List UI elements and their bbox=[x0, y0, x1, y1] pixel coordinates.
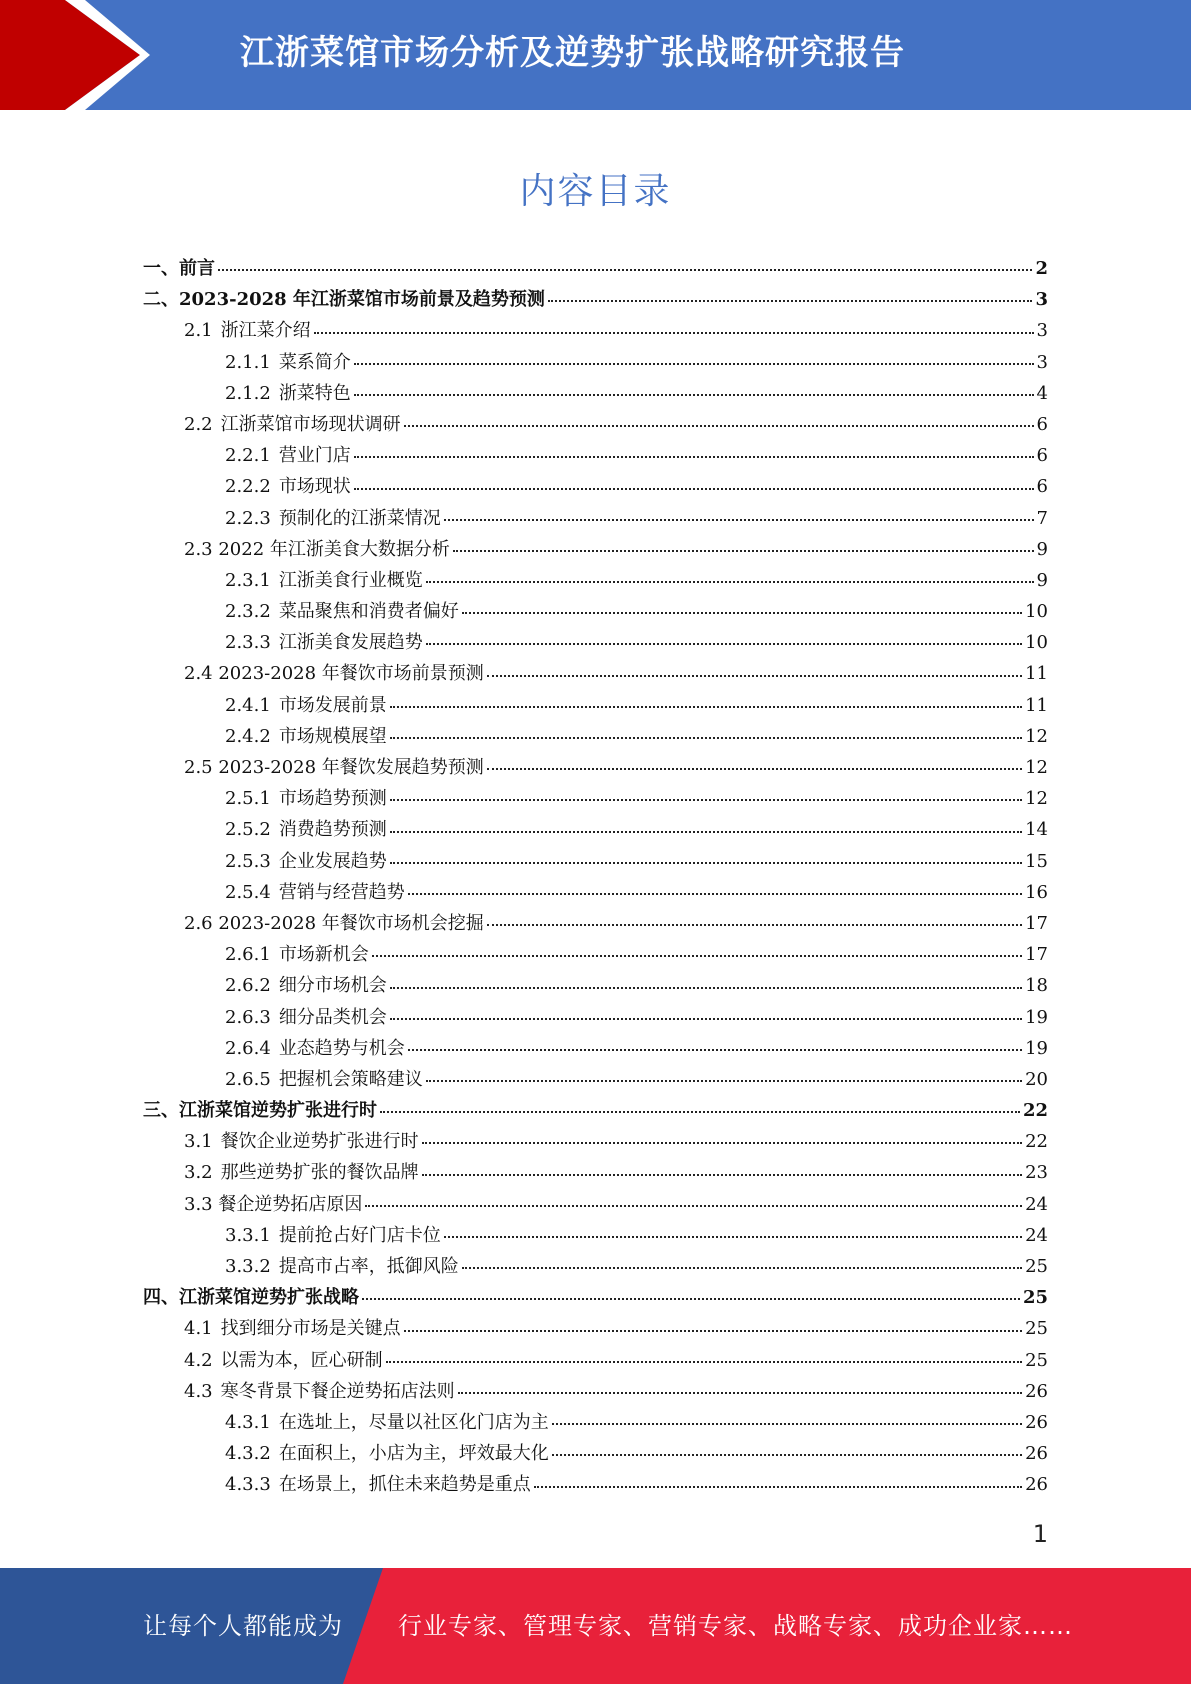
toc-entry-page: 26 bbox=[1025, 1443, 1048, 1465]
toc-entry-page: 25 bbox=[1022, 1287, 1048, 1309]
toc-dot-leader bbox=[426, 581, 1034, 583]
toc-dot-leader bbox=[372, 955, 1022, 957]
toc-entry-title: 业态趋势与机会 bbox=[278, 1037, 405, 1059]
toc-entry-title: 浙菜特色 bbox=[278, 382, 351, 404]
toc-entry-number: 2.6.1 bbox=[225, 944, 271, 966]
toc-entry[interactable] bbox=[143, 1189, 1048, 1220]
toc-entry[interactable] bbox=[143, 596, 1048, 627]
toc-entry-number: 2.1.2 bbox=[225, 382, 271, 404]
toc-entry-title: 预制化的江浙菜情况 bbox=[278, 507, 441, 529]
toc-entry-number: 2.3.1 bbox=[225, 569, 271, 591]
toc-entry-page: 24 bbox=[1025, 1224, 1048, 1246]
toc-entry-page: 22 bbox=[1025, 1131, 1048, 1153]
toc-dot-leader bbox=[487, 924, 1022, 926]
toc-dot-leader bbox=[380, 1111, 1020, 1113]
toc-entry-title: 在场景上，抓住未来趋势是重点 bbox=[278, 1474, 531, 1496]
toc-entry-number: 2.4.2 bbox=[225, 725, 271, 747]
toc-entry[interactable] bbox=[143, 440, 1048, 471]
toc-entry[interactable] bbox=[143, 471, 1048, 502]
table-of-contents bbox=[143, 253, 1048, 1501]
toc-entry-page: 24 bbox=[1025, 1193, 1048, 1215]
toc-dot-leader bbox=[390, 1018, 1022, 1020]
toc-entry-title: 江浙菜馆逆势扩张进行时 bbox=[179, 1100, 377, 1122]
toc-entry-number: 4.3 bbox=[184, 1380, 213, 1402]
toc-entry-number: 2.2.3 bbox=[225, 507, 271, 529]
toc-entry-page: 10 bbox=[1025, 601, 1048, 623]
toc-entry-page: 17 bbox=[1025, 912, 1048, 934]
toc-entry-title: 市场新机会 bbox=[278, 944, 369, 966]
toc-entry[interactable] bbox=[143, 1033, 1048, 1064]
toc-entry[interactable] bbox=[143, 721, 1048, 752]
toc-entry[interactable] bbox=[143, 565, 1048, 596]
toc-entry-page: 25 bbox=[1025, 1256, 1048, 1277]
toc-entry-page: 12 bbox=[1025, 725, 1048, 747]
toc-entry-title: 市场规模展望 bbox=[278, 725, 387, 747]
toc-dot-leader bbox=[453, 550, 1034, 552]
toc-entry-page: 16 bbox=[1025, 881, 1048, 903]
toc-dot-leader bbox=[534, 1486, 1022, 1488]
toc-entry[interactable] bbox=[143, 752, 1048, 783]
toc-dot-leader bbox=[462, 1267, 1022, 1269]
toc-entry-number: 2.2 bbox=[184, 413, 213, 435]
toc-dot-leader bbox=[426, 1080, 1022, 1082]
toc-entry[interactable] bbox=[143, 534, 1048, 565]
toc-dot-leader bbox=[354, 456, 1034, 458]
toc-entry-title: 营业门店 bbox=[278, 445, 351, 467]
toc-entry-number: 2.5.2 bbox=[225, 819, 271, 841]
toc-entry-title: 把握机会策略建议 bbox=[278, 1068, 423, 1090]
toc-entry[interactable] bbox=[143, 939, 1048, 970]
toc-dot-leader bbox=[390, 862, 1022, 864]
toc-dot-leader bbox=[444, 519, 1034, 521]
toc-entry-title: 以需为本，匠心研制 bbox=[220, 1349, 383, 1371]
toc-dot-leader bbox=[218, 269, 1032, 271]
toc-entry-page: 11 bbox=[1025, 694, 1048, 716]
toc-dot-leader bbox=[548, 300, 1033, 302]
toc-entry[interactable] bbox=[143, 783, 1048, 814]
toc-entry-page: 4 bbox=[1036, 382, 1048, 404]
toc-entry-number: 三、 bbox=[143, 1100, 179, 1122]
toc-entry-title: 前言 bbox=[179, 258, 215, 279]
toc-dot-leader bbox=[390, 799, 1022, 801]
toc-entry[interactable] bbox=[143, 690, 1048, 721]
toc-entry[interactable] bbox=[143, 1220, 1048, 1251]
page-number: 1 bbox=[1032, 1520, 1048, 1548]
toc-entry-page: 26 bbox=[1025, 1474, 1048, 1496]
footer-slogan-right: 行业专家、管理专家、营销专家、战略专家、成功企业家…… bbox=[398, 1612, 1073, 1640]
toc-entry-title: 江浙美食行业概览 bbox=[278, 569, 423, 591]
toc-entry-title: 在面积上，小店为主，坪效最大化 bbox=[278, 1443, 549, 1465]
toc-dot-leader bbox=[487, 675, 1022, 677]
toc-entry-title: 寒冬背景下餐企逆势拓店法则 bbox=[220, 1380, 455, 1402]
toc-entry[interactable] bbox=[143, 658, 1048, 689]
toc-entry-title: 那些逆势扩张的餐饮品牌 bbox=[220, 1162, 419, 1184]
toc-entry-number: 2.3.2 bbox=[225, 601, 271, 623]
toc-entry-number: 4.3.3 bbox=[225, 1474, 271, 1496]
toc-dot-leader bbox=[390, 737, 1022, 739]
toc-entry-page: 25 bbox=[1025, 1318, 1048, 1340]
toc-entry-page: 20 bbox=[1025, 1068, 1048, 1090]
toc-dot-leader bbox=[444, 1236, 1022, 1238]
toc-entry-title: 提前抢占好门店卡位 bbox=[278, 1224, 441, 1246]
toc-entry-page: 19 bbox=[1025, 1006, 1048, 1028]
footer-banner bbox=[0, 1568, 1191, 1684]
toc-dot-leader bbox=[314, 332, 1034, 334]
footer-slogan-left: 让每个人都能成为 bbox=[143, 1612, 343, 1640]
toc-entry-number: 2.6.3 bbox=[225, 1006, 271, 1028]
header-banner bbox=[0, 0, 1191, 110]
toc-entry-number: 3.3.1 bbox=[225, 1224, 271, 1246]
toc-entry-page: 15 bbox=[1025, 850, 1048, 872]
toc-dot-leader bbox=[354, 488, 1034, 490]
toc-entry-title: 江浙菜馆逆势扩张战略 bbox=[179, 1287, 359, 1309]
toc-dot-leader bbox=[487, 768, 1022, 770]
toc-entry[interactable] bbox=[143, 253, 1048, 284]
toc-entry[interactable] bbox=[143, 814, 1048, 845]
toc-entry-number: 3.2 bbox=[184, 1162, 213, 1184]
toc-entry-number: 二、 bbox=[143, 289, 179, 311]
toc-dot-leader bbox=[390, 706, 1022, 708]
toc-entry-page: 3 bbox=[1036, 351, 1048, 373]
toc-dot-leader bbox=[354, 394, 1034, 396]
toc-entry-number: 2.6.5 bbox=[225, 1068, 271, 1090]
toc-entry-page: 7 bbox=[1036, 507, 1048, 529]
toc-entry-title: 菜系简介 bbox=[278, 351, 351, 373]
toc-entry-page: 9 bbox=[1036, 569, 1048, 591]
toc-entry-number: 2.2.2 bbox=[225, 476, 271, 498]
toc-entry-number: 4.3.2 bbox=[225, 1443, 271, 1465]
toc-entry-title: 2023-2028 年江浙菜馆市场前景及趋势预测 bbox=[179, 289, 545, 311]
toc-entry-title: 浙江菜介绍 bbox=[220, 320, 311, 342]
toc-entry-number: 2.5.1 bbox=[225, 788, 271, 810]
toc-entry-page: 19 bbox=[1025, 1037, 1048, 1059]
toc-entry[interactable] bbox=[143, 315, 1048, 346]
toc-entry-title: 市场现状 bbox=[278, 476, 351, 498]
toc-entry[interactable] bbox=[143, 877, 1048, 908]
document-title: 江浙菜馆市场分析及逆势扩张战略研究报告 bbox=[240, 33, 905, 73]
toc-dot-leader bbox=[408, 1049, 1022, 1051]
toc-entry-title: 江浙美食发展趋势 bbox=[278, 632, 423, 654]
toc-entry-page: 9 bbox=[1036, 538, 1048, 560]
toc-entry-page: 18 bbox=[1025, 975, 1048, 997]
toc-entry[interactable] bbox=[143, 1438, 1048, 1469]
toc-entry-page: 10 bbox=[1025, 632, 1048, 654]
toc-entry-number: 2.4.1 bbox=[225, 694, 271, 716]
toc-entry-title: 2.3 2022 年江浙美食大数据分析 bbox=[184, 538, 450, 560]
toc-entry-page: 26 bbox=[1025, 1411, 1048, 1433]
toc-entry-page: 11 bbox=[1025, 663, 1048, 685]
toc-entry-page: 23 bbox=[1025, 1162, 1048, 1184]
toc-entry-title: 2.6 2023-2028 年餐饮市场机会挖掘 bbox=[184, 912, 484, 934]
toc-entry-page: 12 bbox=[1025, 788, 1048, 810]
toc-entry[interactable] bbox=[143, 970, 1048, 1001]
toc-dot-leader bbox=[426, 643, 1022, 645]
toc-entry-title: 3.3 餐企逆势拓店原因 bbox=[184, 1193, 363, 1215]
toc-entry-page: 25 bbox=[1025, 1349, 1048, 1371]
toc-entry-page: 22 bbox=[1022, 1100, 1048, 1122]
toc-dot-leader bbox=[390, 987, 1022, 989]
toc-entry-number: 2.1 bbox=[184, 320, 213, 342]
toc-entry-number: 四、 bbox=[143, 1287, 179, 1309]
toc-dot-leader bbox=[422, 1142, 1022, 1144]
toc-entry-number: 4.1 bbox=[184, 1318, 213, 1340]
toc-entry-number: 2.6.4 bbox=[225, 1037, 271, 1059]
toc-entry-title: 细分市场机会 bbox=[278, 975, 387, 997]
toc-entry-page: 6 bbox=[1036, 476, 1048, 498]
toc-entry-title: 菜品聚焦和消费者偏好 bbox=[278, 601, 459, 623]
toc-entry-number: 3.3.2 bbox=[225, 1256, 271, 1277]
toc-title: 内容目录 bbox=[519, 171, 672, 212]
toc-entry[interactable] bbox=[143, 1095, 1048, 1126]
toc-dot-leader bbox=[390, 831, 1022, 833]
toc-entry-title: 餐饮企业逆势扩张进行时 bbox=[220, 1131, 419, 1153]
toc-entry-page: 3 bbox=[1036, 320, 1048, 342]
toc-entry-number: 2.2.1 bbox=[225, 445, 271, 467]
toc-entry-title: 提高市占率，抵御风险 bbox=[278, 1256, 459, 1277]
toc-entry-title: 企业发展趋势 bbox=[278, 850, 387, 872]
toc-entry[interactable] bbox=[143, 1407, 1048, 1438]
toc-entry[interactable] bbox=[143, 1282, 1048, 1313]
toc-dot-leader bbox=[362, 1298, 1020, 1300]
toc-entry-page: 2 bbox=[1035, 258, 1048, 279]
toc-entry-number: 2.3.3 bbox=[225, 632, 271, 654]
toc-entry[interactable] bbox=[143, 1126, 1048, 1157]
toc-entry[interactable] bbox=[143, 1469, 1048, 1500]
toc-dot-leader bbox=[404, 425, 1034, 427]
toc-entry[interactable] bbox=[143, 846, 1048, 877]
toc-entry[interactable] bbox=[143, 1002, 1048, 1033]
toc-entry-title: 在选址上，尽量以社区化门店为主 bbox=[278, 1411, 549, 1433]
toc-dot-leader bbox=[408, 893, 1022, 895]
toc-dot-leader bbox=[552, 1423, 1022, 1425]
toc-dot-leader bbox=[462, 612, 1022, 614]
toc-entry-number: 2.5.4 bbox=[225, 881, 271, 903]
toc-entry[interactable] bbox=[143, 1313, 1048, 1344]
toc-entry-page: 12 bbox=[1025, 757, 1048, 778]
toc-entry[interactable] bbox=[143, 1251, 1048, 1282]
toc-entry-number: 2.5.3 bbox=[225, 850, 271, 872]
toc-entry[interactable] bbox=[143, 409, 1048, 440]
header-arrow-shape bbox=[0, 0, 160, 110]
toc-entry-page: 17 bbox=[1025, 944, 1048, 966]
toc-entry-title: 市场发展前景 bbox=[278, 694, 387, 716]
toc-dot-leader bbox=[422, 1174, 1022, 1176]
toc-entry-title: 市场趋势预测 bbox=[278, 788, 387, 810]
toc-entry[interactable] bbox=[143, 1157, 1048, 1188]
toc-entry[interactable] bbox=[143, 1064, 1048, 1095]
toc-entry-page: 3 bbox=[1035, 289, 1048, 311]
toc-entry-number: 4.2 bbox=[184, 1349, 213, 1371]
toc-dot-leader bbox=[365, 1205, 1022, 1207]
toc-entry-title: 营销与经营趋势 bbox=[278, 881, 405, 903]
toc-entry[interactable] bbox=[143, 908, 1048, 939]
toc-dot-leader bbox=[354, 363, 1034, 365]
toc-entry[interactable] bbox=[143, 347, 1048, 378]
toc-entry-page: 14 bbox=[1025, 819, 1048, 841]
toc-dot-leader bbox=[552, 1454, 1022, 1456]
toc-entry-number: 3.1 bbox=[184, 1131, 213, 1153]
toc-entry-page: 6 bbox=[1036, 413, 1048, 435]
toc-entry-number: 4.3.1 bbox=[225, 1411, 271, 1433]
toc-entry-number: 2.6.2 bbox=[225, 975, 271, 997]
toc-entry-title: 江浙菜馆市场现状调研 bbox=[220, 413, 401, 435]
toc-entry-page: 26 bbox=[1025, 1380, 1048, 1402]
toc-entry-page: 6 bbox=[1036, 445, 1048, 467]
toc-entry-title: 2.5 2023-2028 年餐饮发展趋势预测 bbox=[184, 757, 484, 778]
toc-entry[interactable] bbox=[143, 1376, 1048, 1407]
toc-entry-title: 消费趋势预测 bbox=[278, 819, 387, 841]
toc-entry[interactable] bbox=[143, 503, 1048, 534]
toc-entry-number: 2.1.1 bbox=[225, 351, 271, 373]
toc-dot-leader bbox=[386, 1361, 1022, 1363]
toc-entry-title: 细分品类机会 bbox=[278, 1006, 387, 1028]
toc-entry-title: 找到细分市场是关键点 bbox=[220, 1318, 401, 1340]
toc-dot-leader bbox=[404, 1330, 1022, 1332]
toc-entry-number: 一、 bbox=[143, 258, 179, 279]
toc-entry[interactable] bbox=[143, 378, 1048, 409]
toc-entry-title: 2.4 2023-2028 年餐饮市场前景预测 bbox=[184, 663, 484, 685]
toc-dot-leader bbox=[458, 1392, 1022, 1394]
toc-entry[interactable] bbox=[143, 1345, 1048, 1376]
toc-entry[interactable] bbox=[143, 627, 1048, 658]
toc-entry[interactable] bbox=[143, 284, 1048, 315]
